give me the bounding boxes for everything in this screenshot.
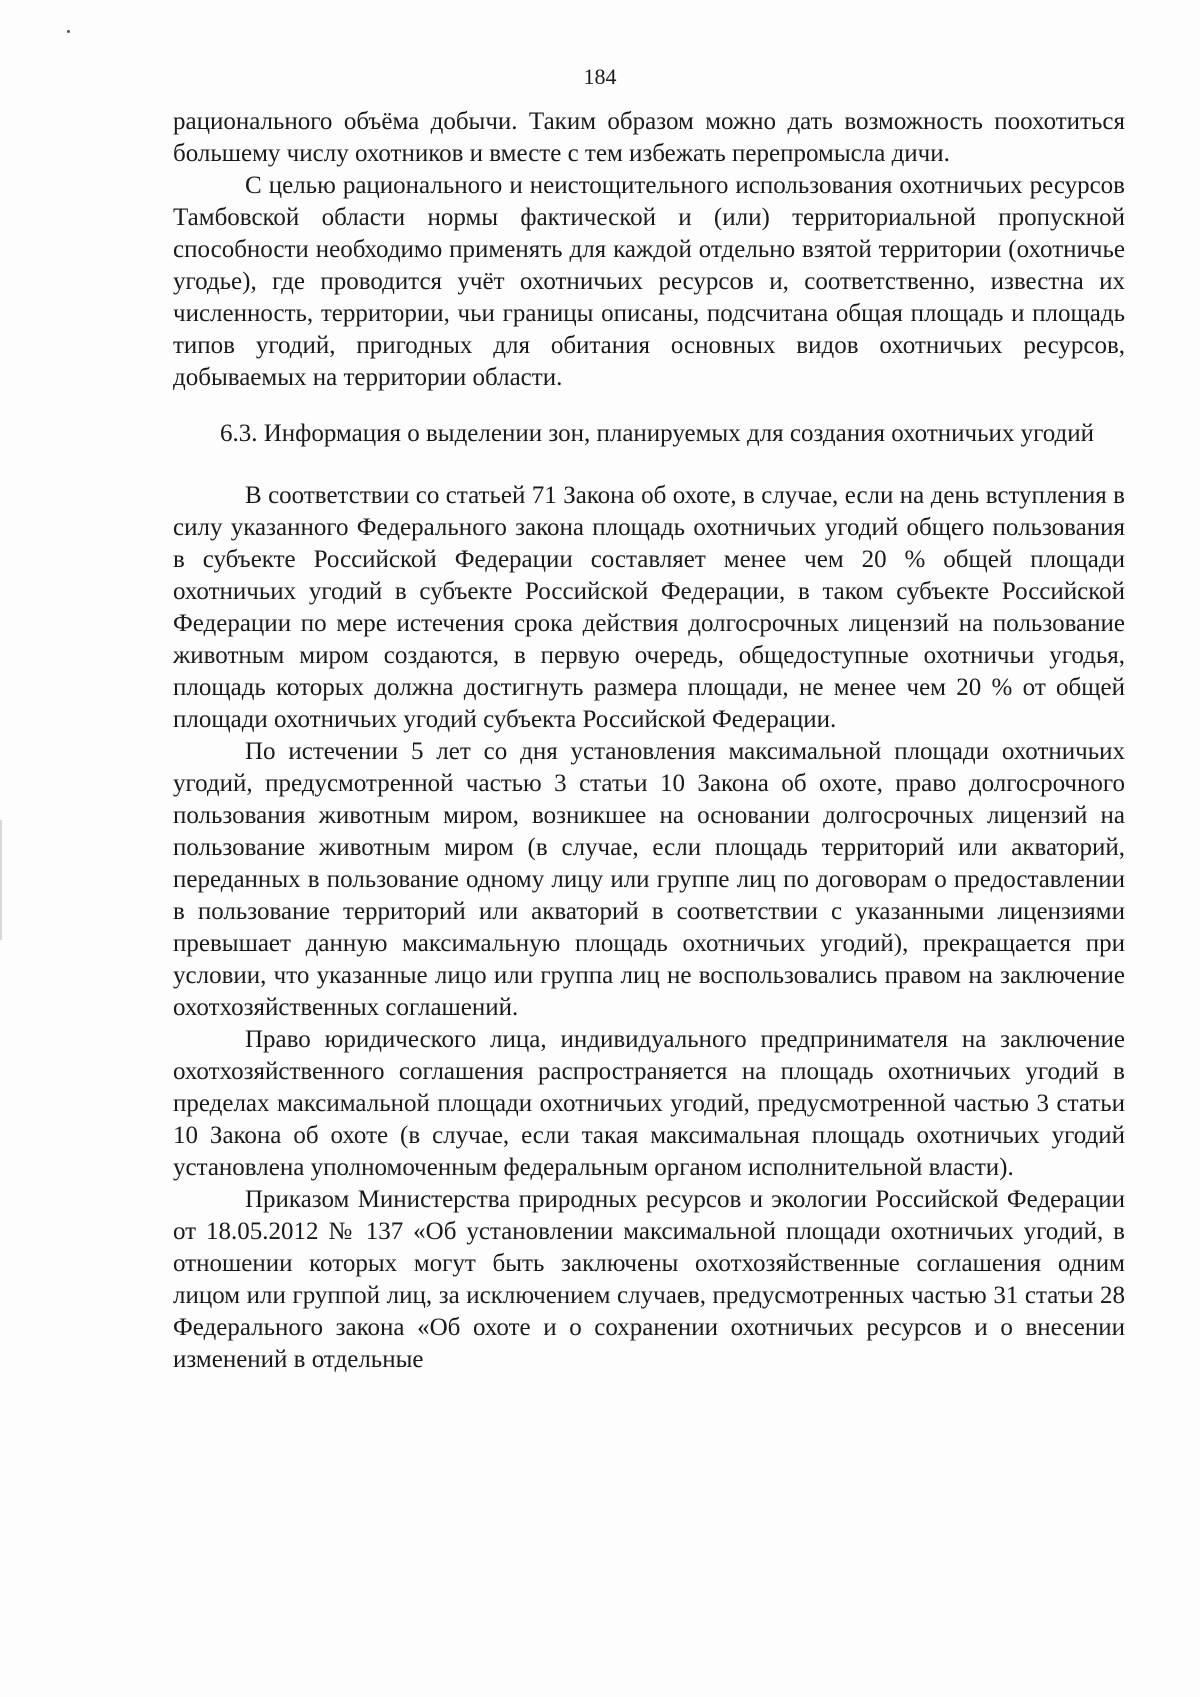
section-heading: 6.3. Информация о выделении зон, планируемых для создания охотничьих угодий xyxy=(219,420,1095,447)
document-body xyxy=(173,106,1125,1376)
page-number: 184 xyxy=(583,64,617,89)
paragraph: Право юридического лица, индивидуального предпринимателя на заключение охотхозяйственного соглашения распространяется на площадь охотничьих угодий в пределах максимальной площади охотничьих угодий, предусмотренной частью 3 статьи 10 Закона об охоте (в случае, если такая максимальная площадь охотничьих угодий установлена уполномоченным федеральным органом исполнительной власти). xyxy=(173,1026,1125,1181)
scan-edge-mark xyxy=(0,820,2,940)
spacer xyxy=(173,450,1125,480)
paragraph: Приказом Министерства природных ресурсов и экологии Российской Федерации от 18.05.2012 № 137 «Об установлении максимальной площади охотничьих угодий, в отношении которых могут быть заключены охотхозяйственные соглашения одним лицом или группой лиц, за исключением случаев, предусмотренных частью 31 статьи 28 Федерального закона «Об охоте и о сохранении охотничьих ресурсов и о внесении изменений в отдельные xyxy=(173,1186,1125,1373)
paragraph: рационального объёма добычи. Таким образом можно дать возможность поохотиться большему числу охотников и вместе с тем избежать перепромысла дичи. xyxy=(173,108,1125,167)
paragraph: По истечении 5 лет со дня установления максимальной площади охотничьих угодий, предусмотренной частью 3 статьи 10 Закона об охоте, право долгосрочного пользования животным миром, возникшее на основании долгосрочных лицензий на пользование животным миром (в случае, если площадь территорий или акваторий, переданных в пользование одному лицу или группе лиц по договорам о предоставлении в пользование территорий или акваторий в соответствии с указанными лицензиями превышает данную максимальную площадь охотничьих угодий), прекращается при условии, что указанные лицо или группа лиц не воспользовались правом на заключение охотхозяйственных соглашений. xyxy=(173,738,1125,1021)
paragraph: В соответствии со статьей 71 Закона об охоте, в случае, если на день вступления в силу указанного Федерального закона площадь охотничьих угодий общего пользования в субъекте Российской Федерации составляет менее чем 20 % общей площади охотничьих угодий в субъекте Российской Федерации, в таком субъекте Российской Федерации по мере истечения срока действия долгосрочных лицензий на пользование животным миром создаются, в первую очередь, общедоступные охотничьи угодья, площадь которых должна достигнуть размера площади, не менее чем 20 % от общей площади охотничьих угодий субъекта Российской Федерации. xyxy=(173,482,1125,733)
paragraph: С целью рационального и неистощительного использования охотничьих ресурсов Тамбовской области нормы фактической и (или) территориальной пропускной способности необходимо применять для каждой отдельно взятой территории (охотничье угодье), где проводится учёт охотничьих ресурсов и, соответственно, известна их численность, территории, чьи границы описаны, подсчитана общая площадь и площадь типов угодий, пригодных для обитания основных видов охотничьих ресурсов, добываемых на территории области. xyxy=(173,172,1125,391)
scan-speck xyxy=(67,30,70,33)
